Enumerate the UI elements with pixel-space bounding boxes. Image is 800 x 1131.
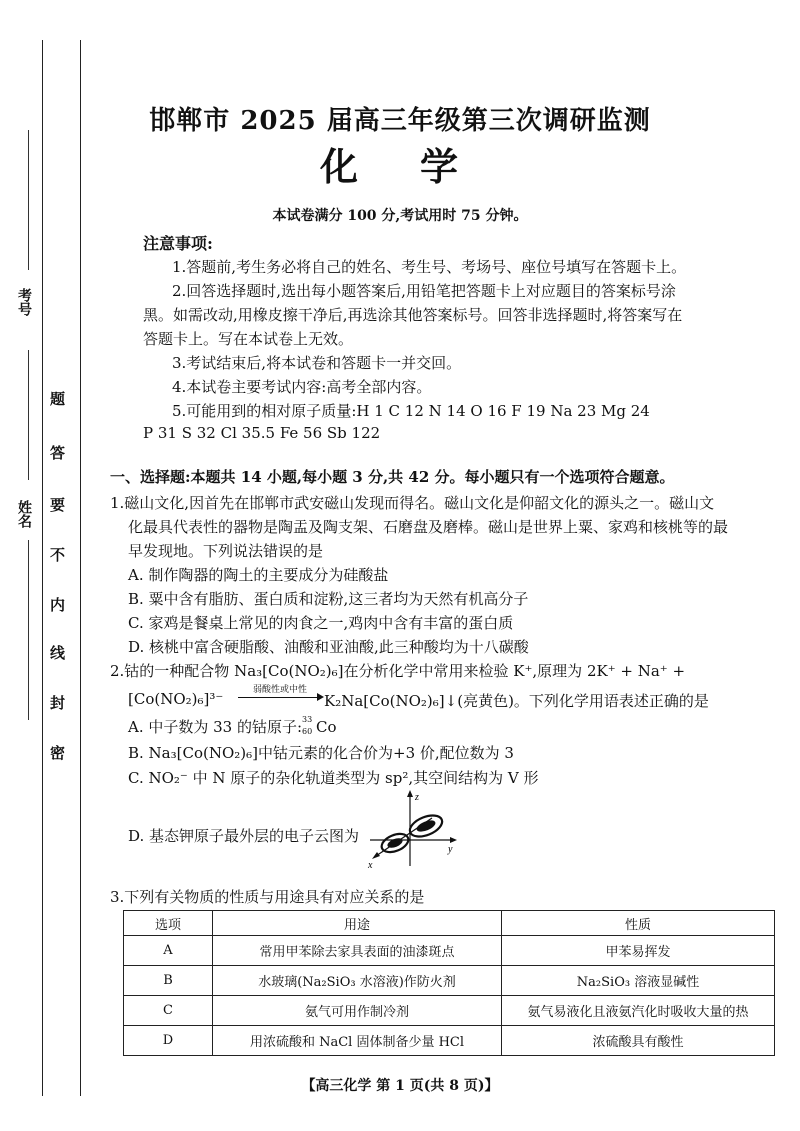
table-header-cell: 性质 <box>502 911 775 936</box>
table-row <box>124 936 775 966</box>
note-line: P 31 S 32 Cl 35.5 Fe 56 Sb 122 <box>143 424 381 442</box>
axis-y-label: y <box>448 844 453 855</box>
seal-char-1: 题 <box>50 390 66 408</box>
note-line: 1.答题前,考生务必将自己的姓名、考生号、考场号、座位号填写在答题卡上。 <box>172 258 687 276</box>
q1-option-d: D. 核桃中富含硬脂酸、油酸和亚油酸,此三种酸均为十八碳酸 <box>128 638 529 656</box>
axis-x-label: x <box>368 860 373 868</box>
q2-equation-right: K₂Na[Co(NO₂)₆]↓(亮黄色)。下列化学用语表述正确的是 <box>324 692 709 710</box>
note-line: 答题卡上。写在本试卷上无效。 <box>143 330 354 348</box>
notes-heading: 注意事项: <box>143 234 213 253</box>
seal-char-8: 密 <box>50 744 66 762</box>
q1-option-b: B. 粟中含有脂肪、蛋白质和淀粉,这三者均为天然有机高分子 <box>128 590 529 608</box>
table-cell: 氨气易液化且液氨汽化时吸收大量的热 <box>502 996 775 1026</box>
seal-char-7: 封 <box>50 694 66 712</box>
table-cell: B <box>124 966 213 996</box>
q2-equation-left: [Co(NO₂)₆]³⁻ <box>128 690 224 708</box>
seal-char-4: 不 <box>50 546 66 564</box>
name-underline-top <box>28 350 30 480</box>
q2-option-d: D. 基态钾原子最外层的电子云图为 <box>128 827 360 845</box>
p-orbital-figure <box>362 788 462 868</box>
q2-option-b: B. Na₃[Co(NO₂)₆]中钴元素的化合价为+3 价,配位数为 3 <box>128 744 514 762</box>
axis-x-arrowhead <box>372 852 380 859</box>
name-label: 姓名 <box>16 500 32 528</box>
margin-line-right <box>80 40 81 1096</box>
table-cell: 甲苯易挥发 <box>502 936 775 966</box>
name-underline <box>28 540 30 720</box>
axis-z-arrowhead <box>407 790 413 797</box>
table-cell: 常用甲苯除去家具表面的油漆斑点 <box>213 936 502 966</box>
exam-no-label: 考号 <box>16 288 32 316</box>
q1-option-a: A. 制作陶器的陶土的主要成分为硅酸盐 <box>128 566 389 584</box>
note-line: 2.回答选择题时,选出每小题答案后,用铅笔把答题卡上对应题目的答案标号涂 <box>172 282 676 300</box>
q1-stem-line: 早发现地。下列说法错误的是 <box>128 542 324 560</box>
table-cell: 氨气可用作制冷剂 <box>213 996 502 1026</box>
table-row <box>124 996 775 1026</box>
q1-stem-line: 1.磁山文化,因首先在邯郸市武安磁山发现而得名。磁山文化是仰韶文化的源头之一。磁山文 <box>110 494 715 512</box>
subject-title: 化学 <box>319 144 520 189</box>
table-cell: C <box>124 996 213 1026</box>
page-footer: 【高三化学 第 1 页(共 8 页)】 <box>301 1078 499 1094</box>
axis-y-arrowhead <box>450 837 457 843</box>
reaction-condition: 弱酸性或中性 <box>252 685 307 695</box>
seal-char-6: 线 <box>50 644 66 662</box>
table-header-cell: 用途 <box>213 911 502 936</box>
margin-line-left <box>42 40 43 1096</box>
q1-option-c: C. 家鸡是餐桌上常见的肉食之一,鸡肉中含有丰富的蛋白质 <box>128 614 514 632</box>
q1-stem-line: 化最具代表性的器物是陶盂及陶支架、石磨盘及磨棒。磁山是世界上粟、家鸡和核桃等的最 <box>128 518 729 536</box>
nuclide-atomic-number: 60 <box>302 727 313 736</box>
arrow-line <box>238 697 322 698</box>
nuclide-symbol <box>302 715 337 736</box>
table-cell: 用浓硫酸和 NaCl 固体制备少量 HCl <box>213 1026 502 1056</box>
table-header-cell: 选项 <box>124 911 213 936</box>
table-cell: A <box>124 936 213 966</box>
q3-options-table <box>123 910 775 1056</box>
seal-char-2: 答 <box>50 444 66 462</box>
q2-option-a-text: A. 中子数为 33 的钴原子: <box>128 718 303 736</box>
axis-z-label: z <box>415 792 419 803</box>
seal-char-3: 要 <box>50 496 66 514</box>
note-line: 5.可能用到的相对原子质量:H 1 C 12 N 14 O 16 F 19 Na 23 Mg 24 <box>172 402 650 420</box>
q2-stem-line: 2.钴的一种配合物 Na₃[Co(NO₂)₆]在分析化学中常用来检验 K⁺,原理为 2K⁺ + Na⁺ + <box>110 662 686 680</box>
note-line: 3.考试结束后,将本试卷和答题卡一并交回。 <box>172 354 462 372</box>
seal-char-5: 内 <box>50 596 66 614</box>
note-line: 黑。如需改动,用橡皮擦干净后,再选涂其他答案标号。回答非选择题时,将答案写在 <box>143 306 683 324</box>
nuclide-element: Co <box>316 718 337 736</box>
q3-stem: 3.下列有关物质的性质与用途具有对应关系的是 <box>110 888 425 906</box>
full-score-note: 本试卷满分 100 分,考试用时 75 分钟。 <box>272 208 528 224</box>
q2-option-a <box>128 716 337 737</box>
table-cell: Na₂SiO₃ 溶液显碱性 <box>502 966 775 996</box>
section-heading: 一、选择题:本题共 14 小题,每小题 3 分,共 42 分。每小题只有一个选项符合题意。 <box>110 468 675 486</box>
table-cell: 水玻璃(Na₂SiO₃ 水溶液)作防火剂 <box>213 966 502 996</box>
table-cell: 浓硫酸具有酸性 <box>502 1026 775 1056</box>
exam-title: 邯郸市 2025 届高三年级第三次调研监测 <box>149 106 651 136</box>
note-line: 4.本试卷主要考试内容:高考全部内容。 <box>172 378 432 396</box>
table-cell: D <box>124 1026 213 1056</box>
reaction-arrow <box>238 682 322 698</box>
table-row <box>124 966 775 996</box>
q2-option-c: C. NO₂⁻ 中 N 原子的杂化轨道类型为 sp²,其空间结构为 V 形 <box>128 769 539 787</box>
table-header-row <box>124 911 775 936</box>
table-row <box>124 1026 775 1056</box>
nuclide-mass-number: 33 <box>302 715 313 724</box>
